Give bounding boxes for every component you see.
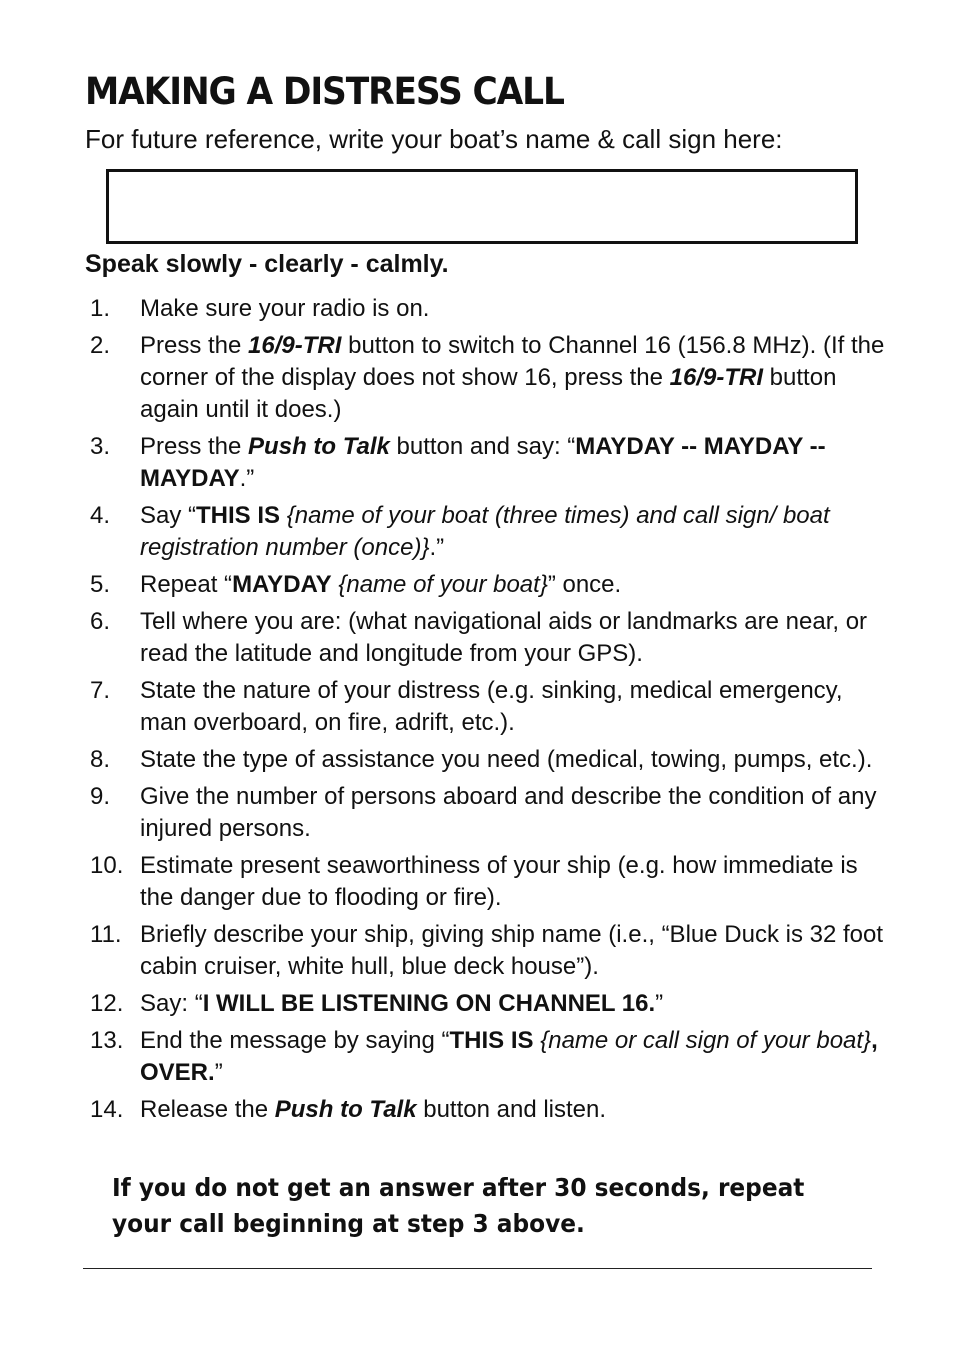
step-item — [90, 744, 890, 776]
step-text-segment: Push to Talk — [274, 1096, 417, 1123]
step-text-segment: ” once. — [547, 571, 622, 598]
step-item — [90, 330, 890, 426]
step-number: 12. — [90, 990, 124, 1017]
step-text-segment: I WILL BE LISTENING ON CHANNEL 16. — [202, 990, 656, 1017]
step-text-segment: button and say: “ — [389, 433, 576, 460]
step-text — [140, 293, 890, 325]
page-title: MAKING A DISTRESS CALL — [85, 70, 564, 113]
step-text-segment: Press the — [140, 433, 249, 460]
step-number: 11. — [90, 921, 122, 948]
step-text — [140, 606, 890, 670]
step-text-segment: Briefly describe your ship, giving ship name (i.e., “Blue Duck is 32 foot cabin cruiser, white hull, blue deck house”). — [140, 921, 884, 980]
step-text — [140, 1025, 890, 1089]
step-text-segment: .” — [239, 465, 255, 492]
step-text-segment: Push to Talk — [248, 433, 390, 460]
step-number: 13. — [90, 1027, 124, 1054]
step-text — [140, 569, 890, 601]
step-text-segment: 16/9-TRI — [669, 364, 764, 391]
step-text-segment: .” — [429, 534, 445, 561]
distress-steps-list — [90, 293, 890, 1131]
step-text-segment — [280, 502, 287, 529]
step-text-segment: {name or call sign of your boat} — [540, 1027, 872, 1054]
step-item — [90, 1094, 890, 1126]
step-text-segment: Make sure your radio is on. — [140, 295, 430, 322]
step-text-segment: {name of your boat (three times) and call sign/ boat registration number (once)} — [140, 502, 830, 561]
step-number: 4. — [90, 502, 111, 529]
step-text — [140, 744, 890, 776]
step-text-segment: Give the number of persons aboard and describe the condition of any injured persons. — [140, 783, 877, 842]
step-text — [140, 850, 890, 914]
step-number: 10. — [90, 852, 124, 879]
step-text — [140, 988, 890, 1020]
step-item — [90, 293, 890, 325]
step-item — [90, 569, 890, 601]
page-subtitle: For future reference, write your boat’s name & call sign here: — [85, 124, 783, 154]
step-item — [90, 500, 890, 564]
step-text-segment: Release the — [140, 1096, 275, 1123]
step-text-segment: THIS IS — [449, 1027, 534, 1054]
step-item — [90, 781, 890, 845]
step-text-segment: State the type of assistance you need (medical, towing, pumps, etc.). — [140, 746, 873, 773]
step-number: 9. — [90, 783, 111, 810]
step-text-segment: button and listen. — [416, 1096, 607, 1123]
step-number: 14. — [90, 1096, 124, 1123]
step-text-segment: Repeat “ — [140, 571, 233, 598]
boat-name-call-sign-box[interactable] — [106, 169, 858, 244]
step-item — [90, 850, 890, 914]
step-item — [90, 1025, 890, 1089]
step-text-segment: 16/9-TRI — [248, 332, 342, 359]
step-text-segment: THIS IS — [196, 502, 281, 529]
step-text — [140, 675, 890, 739]
step-item — [90, 675, 890, 739]
step-number: 8. — [90, 746, 111, 773]
step-text-segment: End the message by saying “ — [140, 1027, 450, 1054]
step-text-segment: MAYDAY -- MAYDAY -- MAYDAY — [140, 433, 826, 492]
step-item — [90, 431, 890, 495]
speak-instruction: Speak slowly - clearly - calmly. — [85, 250, 449, 278]
step-text — [140, 781, 890, 845]
step-text — [140, 1094, 890, 1126]
step-text-segment: Say “ — [140, 502, 197, 529]
step-number: 1. — [90, 295, 111, 322]
step-text — [140, 500, 890, 564]
step-number: 3. — [90, 433, 111, 460]
step-text — [140, 431, 890, 495]
step-number: 6. — [90, 608, 111, 635]
step-number: 7. — [90, 677, 111, 704]
step-text-segment: State the nature of your distress (e.g. sinking, medical emergency, man overboard, on fire, adrift, etc.). — [140, 677, 843, 736]
step-text-segment: ” — [214, 1059, 223, 1086]
step-text-segment: {name of your boat} — [338, 571, 548, 598]
step-text — [140, 919, 890, 983]
step-text-segment: Estimate present seaworthiness of your ship (e.g. how immediate is the danger due to flooding or fire). — [140, 852, 858, 911]
step-text-segment: Press the — [140, 332, 249, 359]
step-text-segment: Say: “ — [140, 990, 203, 1017]
step-text-segment: , OVER. — [140, 1027, 878, 1086]
bottom-divider — [83, 1268, 872, 1269]
step-number: 5. — [90, 571, 111, 598]
step-text-segment: Tell where you are: (what navigational aids or landmarks are near, or read the latitude and longitude from your GPS). — [140, 608, 868, 667]
step-text-segment: ” — [655, 990, 664, 1017]
step-text-segment: MAYDAY — [232, 571, 332, 598]
step-number: 2. — [90, 332, 111, 359]
step-text-segment: button again until it does.) — [140, 364, 837, 423]
step-item — [90, 606, 890, 670]
footer-note: If you do not get an answer after 30 seconds, repeat your call beginning at step 3 above. — [112, 1173, 805, 1238]
step-text-segment: button to switch to Channel 16 (156.8 MHz). (If the corner of the display does not show 16, press the — [140, 332, 885, 391]
step-item — [90, 919, 890, 983]
step-text — [140, 330, 890, 426]
step-item — [90, 988, 890, 1020]
